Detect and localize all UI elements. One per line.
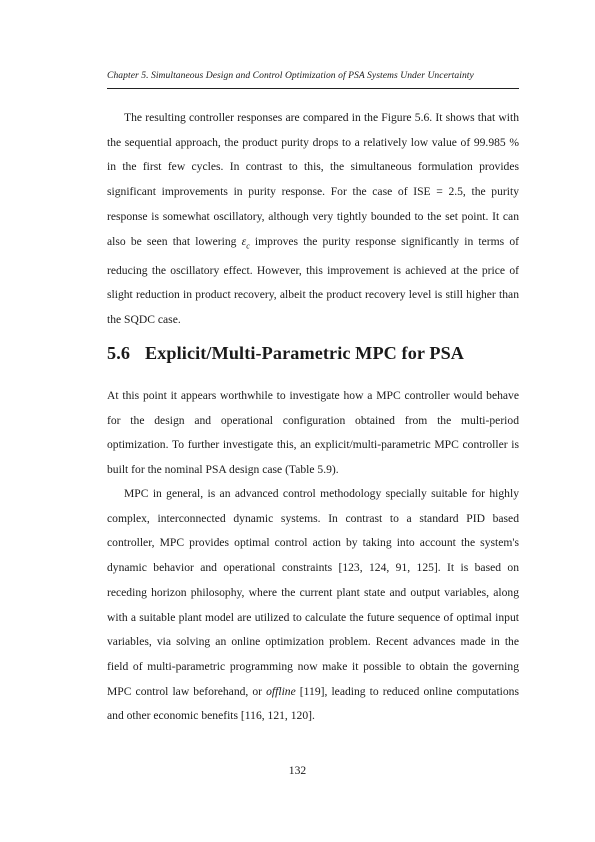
paragraph-text: The resulting controller responses are compared in the Figure 5.6. It shows that with the sequential approach, the product purity drops to a relatively low value of 99.985 % in the first few cycles. In contrast to this, the simultaneous formulation provides significant improvements in purity response. For the case of ISE = 2.5, the purity response is somewhat oscillatory, although very tightly bounded to the set point. It can also be seen that lowering — [107, 111, 519, 248]
paragraph-text: improves the purity response significantly in terms of reducing the oscillatory effect. However, this improvement is achieved at the price of slight reduction in product recovery, albeit the product recovery level is still higher than the SQDC case. — [107, 234, 520, 326]
section-title: Explicit/Multi-Parametric MPC for PSA — [145, 343, 465, 363]
paragraph-text: MPC in general, is an advanced control methodology specially suitable for highly complex, interconnected dynamic systems. In contrast to a standard PID based controller, MPC provides optimal control action by taking into account the system's dynamic behavior and operational constraints [123, 124, 91, 125]. It is based on receding horizon philosophy, where the current plant state and output variables, along with a suitable plant model are utilized to calculate the future sequence of optimal input variables, via solving an online optimization problem. Recent advances made in the field of multi-parametric programming now make it possible to obtain the governing MPC control law beforehand, or — [107, 487, 519, 698]
running-header: Chapter 5. Simultaneous Design and Control Optimization of PSA Systems Under Uncertainty — [107, 70, 474, 81]
epsilon-symbol: ε — [241, 234, 247, 248]
epsilon-subscript: c — [246, 240, 250, 250]
paragraph-mpc-intro: At this point it appears worthwhile to investigate how a MPC controller would behave for the design and operational configuration obtained from the multi-period optimization. To further investigate this, an explicit/multi-parametric MPC controller is built for the nominal PSA design case (Table 5.9). — [107, 389, 519, 477]
paragraph-controller-responses — [107, 106, 519, 333]
header-rule — [107, 88, 519, 89]
paragraph-mpc-general — [107, 482, 519, 729]
section-heading — [107, 343, 464, 364]
page-number: 132 — [288, 764, 307, 777]
section-number: 5.6 — [107, 343, 131, 363]
italic-term: offline — [266, 684, 296, 698]
paragraph-text: [119], leading to reduced online computations and other economic benefits [116, 121, 120]. — [107, 684, 519, 723]
